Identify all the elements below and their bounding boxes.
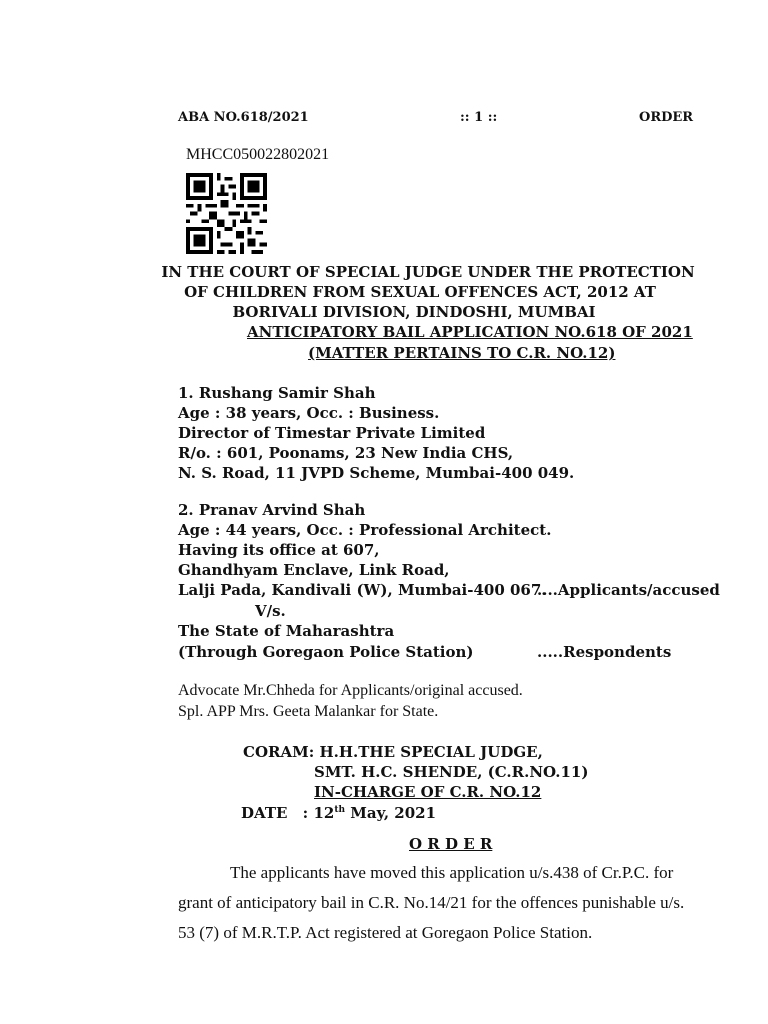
page-number: :: 1 :: xyxy=(460,110,498,125)
document-type: ORDER xyxy=(639,110,694,125)
applicant2-line: Age : 44 years, Occ. : Professional Architect. xyxy=(178,521,552,539)
applicants-label: ....Applicants/accused xyxy=(537,581,720,599)
applicant2-line: Having its office at 607, xyxy=(178,541,380,559)
date-separator: : xyxy=(302,804,309,822)
paragraph-line: grant of anticipatory bail in C.R. No.14/21 for the offences punishable u/s. xyxy=(178,893,685,912)
applicant2-line: 2. Pranav Arvind Shah xyxy=(178,501,366,519)
applicant1-line: N. S. Road, 11 JVPD Scheme, Mumbai-400 049. xyxy=(178,464,575,482)
coram-line-1: CORAM: H.H.THE SPECIAL JUDGE, xyxy=(243,743,543,761)
coram-line-2: SMT. H.C. SHENDE, (C.R.NO.11) xyxy=(314,763,589,781)
paragraph-line: 53 (7) of M.R.T.P. Act registered at Goregaon Police Station. xyxy=(178,923,593,942)
applicant1-line: R/o. : 601, Poonams, 23 New India CHS, xyxy=(178,444,514,462)
applicant1-line: Age : 38 years, Occ. : Business. xyxy=(178,404,440,422)
order-date xyxy=(241,804,436,822)
case-number: ABA NO.618/2021 xyxy=(178,110,309,125)
applicant2-line: Lalji Pada, Kandivali (W), Mumbai-400 067. xyxy=(178,581,547,599)
respondents-label: .....Respondents xyxy=(537,643,672,661)
application-title: ANTICIPATORY BAIL APPLICATION NO.618 OF 2021 xyxy=(247,323,693,341)
order-heading: O R D E R xyxy=(409,835,493,853)
applicant2-line: Ghandhyam Enclave, Link Road, xyxy=(178,561,450,579)
applicant1-line: Director of Timestar Private Limited xyxy=(178,424,486,442)
court-title-line-1: IN THE COURT OF SPECIAL JUDGE UNDER THE PROTECTION xyxy=(161,263,695,281)
coram-line-3: IN-CHARGE OF C.R. NO.12 xyxy=(314,783,542,801)
matter-note: (MATTER PERTAINS TO C.R. NO.12) xyxy=(308,344,616,362)
paragraph-line: The applicants have moved this application u/s.438 of Cr.P.C. for xyxy=(230,863,674,882)
advocate-line: Advocate Mr.Chheda for Applicants/original accused. xyxy=(178,682,523,699)
cnr-number: MHCC050022802021 xyxy=(186,146,330,163)
date-suffix: th xyxy=(334,805,346,815)
respondent-line: (Through Goregaon Police Station) xyxy=(178,643,474,661)
date-rest: May, 2021 xyxy=(350,804,437,822)
date-day: 12 xyxy=(313,804,335,822)
court-title-line-3: BORIVALI DIVISION, DINDOSHI, MUMBAI xyxy=(232,303,596,321)
applicant1-line: 1. Rushang Samir Shah xyxy=(178,384,376,402)
court-title-line-2: OF CHILDREN FROM SEXUAL OFFENCES ACT, 2012 AT xyxy=(184,283,656,301)
qr-code-icon xyxy=(186,173,267,254)
respondent-line: The State of Maharashtra xyxy=(178,622,395,640)
advocate-line: Spl. APP Mrs. Geeta Malankar for State. xyxy=(178,703,439,720)
date-label: DATE xyxy=(241,804,288,822)
versus: V/s. xyxy=(255,602,286,620)
